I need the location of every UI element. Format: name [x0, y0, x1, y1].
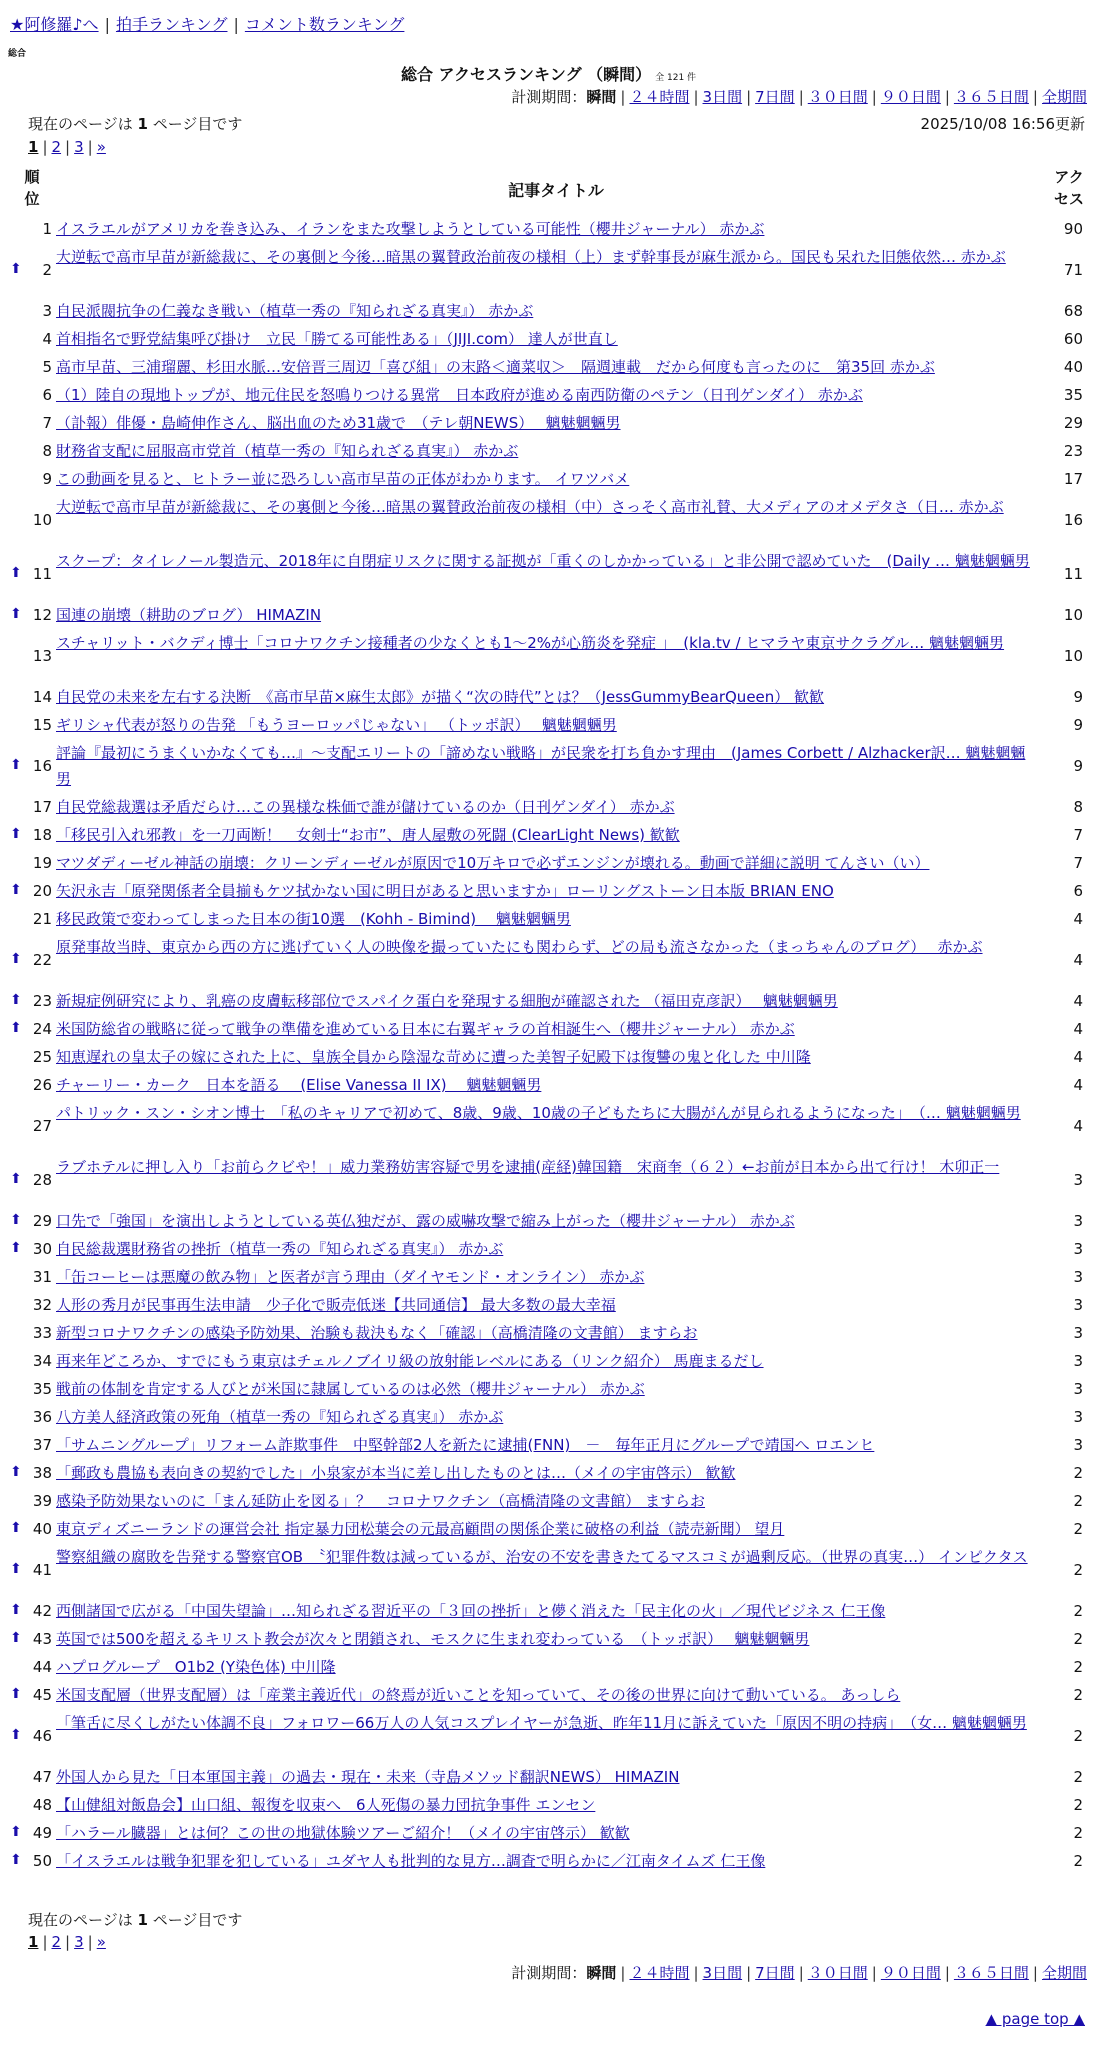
access-count: 3 [1073, 1268, 1083, 1286]
article-title-link[interactable]: 原発事故当時、東京から西の方に逃げていく人の映像を撮っていたにも関わらず、どの局も流さなかった（まっちゃんのブログ） 赤かぶ [56, 938, 983, 956]
rank-number: 11 [32, 565, 52, 583]
ranking-row [0, 906, 1097, 934]
access-count: 3 [1073, 1408, 1083, 1426]
rank-number: 20 [32, 882, 52, 900]
article-title-link[interactable]: 「筆舌に尽くしがたい体調不良」フォロワー66万人の人気コスプレイヤーが急逝、昨年11月に訴えていた「原因不明の持病」 （女… 魑魅魍魎男 [56, 1714, 1027, 1732]
rank-number: 9 [42, 470, 52, 488]
period-link[interactable]: ９０日間 [880, 88, 941, 106]
article-title-link[interactable]: 自民党総裁選は矛盾だらけ…この異様な株価で誰が儲けているのか（日刊ゲンダイ） 赤かぶ [56, 798, 675, 816]
period-link[interactable]: 全期間 [1041, 1964, 1087, 1982]
ranking-row [0, 850, 1097, 878]
access-count: 29 [1063, 414, 1083, 432]
article-title-link[interactable]: 口先で「強国」を演出しようとしている英仏独だが、露の威嚇攻撃で縮み上がった（櫻井ジャーナル） 赤かぶ [56, 1212, 795, 1230]
ranking-row [0, 1320, 1097, 1348]
article-title-link[interactable]: 自民総裁選財務省の挫折（植草一秀の『知られざる真実』） 赤かぶ [56, 1240, 504, 1258]
article-title-link[interactable]: 矢沢永吉「原発関係者全員揃もケツ拭かない国に明日があると思いますか」ローリングストーン日本版 BRIAN ENO [56, 882, 834, 900]
access-count: 2 [1073, 1852, 1083, 1870]
rank-number: 35 [32, 1380, 52, 1398]
rank-number: 37 [32, 1436, 52, 1454]
access-count: 2 [1073, 1824, 1083, 1842]
access-count: 16 [1063, 511, 1083, 529]
access-count: 4 [1073, 992, 1083, 1010]
rank-number: 33 [32, 1324, 52, 1342]
article-title-link[interactable]: 首相指名で野党結集呼び掛け 立民「勝てる可能性ある」（JIJI.com） 達人が世直し [56, 330, 618, 348]
rank-number: 21 [32, 910, 52, 928]
page-info-suffix: ページ目です [152, 115, 243, 133]
access-count: 35 [1063, 386, 1083, 404]
page-top-link[interactable]: ▲ page top ▲ [985, 2010, 1085, 2028]
rank-up-arrow-icon: ⬆ [10, 951, 22, 967]
rank-up-arrow-icon: ⬆ [10, 261, 22, 277]
clap-ranking-link[interactable]: 拍手ランキング [115, 15, 228, 34]
nav-separator: | [233, 15, 239, 34]
page-info-bottom [28, 1909, 242, 1930]
pager-separator: | [65, 1933, 71, 1951]
access-count: 71 [1063, 261, 1083, 279]
article-title-link[interactable]: 警察組織の腐敗を告発する警察官OB 〝犯罪件数は減っているが、治安の不安を書きたてるマスコミが過剰反応。（世界の真実…） インピクタス [56, 1548, 1028, 1566]
ranking-row [0, 1792, 1097, 1820]
period-link[interactable]: 3日間 [702, 1964, 743, 1982]
ranking-row [0, 684, 1097, 712]
article-title-link[interactable]: 外国人から見た「日本軍国主義」の過去・現在・未来（寺島メソッド翻訳NEWS） HIMAZIN [56, 1768, 680, 1786]
rank-up-arrow-icon: ⬆ [10, 1020, 22, 1036]
ranking-row [0, 1820, 1097, 1848]
ranking-row [0, 382, 1097, 410]
page-info-suffix: ページ目です [152, 1911, 243, 1929]
nav-separator: | [104, 15, 110, 34]
period-link[interactable]: ２４時間 [629, 88, 690, 106]
access-count: 4 [1073, 1117, 1083, 1135]
ranking-row [0, 1264, 1097, 1292]
period-current: 瞬間 [586, 1964, 617, 1982]
access-count: 4 [1073, 1020, 1083, 1038]
article-title-link[interactable]: （訃報）俳優・島崎伸作さん、脳出血のため31歳で （テレ朝NEWS） 魑魅魍魎男 [56, 414, 621, 432]
period-separator: | [620, 88, 626, 106]
rank-number: 23 [32, 992, 52, 1010]
period-separator: | [1032, 88, 1038, 106]
rank-number: 39 [32, 1492, 52, 1510]
article-title-link[interactable]: 財務省支配に屈服高市党首（植草一秀の『知られざる真実』） 赤かぶ [56, 442, 519, 460]
rank-number: 31 [32, 1268, 52, 1286]
rank-number: 38 [32, 1464, 52, 1482]
header-rank [20, 166, 44, 210]
article-title-link[interactable]: イスラエルがアメリカを巻き込み、イランをまた攻撃しようとしている可能性（櫻井ジャーナル） 赤かぶ [56, 220, 765, 238]
pager-separator: | [87, 1933, 93, 1951]
article-title-link[interactable]: 「サムニングループ」リフォーム詐欺事件 中堅幹部2人を新たに逮捕(FNN) － 毎年正月にグループで靖国へ ロエンヒ [56, 1436, 875, 1454]
ranking-row [0, 548, 1097, 602]
article-title-link[interactable]: 【山健組対飯島会】山口組、報復を収束へ 6人死傷の暴力団抗争事件 エンセン [56, 1796, 596, 1814]
article-title-link[interactable]: 大逆転で高市早苗が新総裁に、その裏側と今後…暗黒の翼賛政治前夜の様相（中）さっそく高市礼賛、大メディアのオメデタさ（日… 赤かぶ [56, 498, 1004, 516]
pager-separator: | [42, 138, 48, 156]
ranking-row [0, 1236, 1097, 1264]
rank-number: 5 [42, 358, 52, 376]
page-heading [0, 62, 1097, 85]
access-count: 17 [1063, 470, 1083, 488]
ranking-row [0, 934, 1097, 988]
access-count: 3 [1073, 1324, 1083, 1342]
period-separator: | [944, 1964, 950, 1982]
rank-number: 3 [42, 302, 52, 320]
article-title-link[interactable]: 自民派閥抗争の仁義なき戦い（植草一秀の『知られざる真実』） 赤かぶ [56, 302, 534, 320]
ranking-row [0, 1432, 1097, 1460]
access-count: 4 [1073, 910, 1083, 928]
ranking-row [0, 1764, 1097, 1792]
ranking-row [0, 216, 1097, 244]
ranking-row [0, 1072, 1097, 1100]
period-link[interactable]: ９０日間 [880, 1964, 941, 1982]
pager-current: 1 [28, 1933, 39, 1951]
access-count: 4 [1073, 951, 1083, 969]
period-separator: | [798, 88, 804, 106]
article-title-link[interactable]: チャーリー・カーク 日本を語る (Elise Vanessa II IX) 魑魅魍魎男 [56, 1076, 542, 1094]
period-separator: | [1032, 1964, 1038, 1982]
pager-next-link[interactable]: » [96, 138, 106, 156]
ranking-row [0, 326, 1097, 354]
rank-number: 24 [32, 1020, 52, 1038]
ranking-row [0, 1044, 1097, 1072]
ranking-row [0, 438, 1097, 466]
rank-up-arrow-icon: ⬆ [10, 1727, 22, 1743]
article-title-link[interactable]: スチャリット・バクディ博士「コロナワクチン接種者の少なくとも1～2%が心筋炎を発症 」 (kla.tv / ヒマラヤ東京サクラグル… 魑魅魍魎男 [56, 634, 1005, 652]
ranking-row [0, 1682, 1097, 1710]
period-link[interactable]: 全期間 [1041, 88, 1087, 106]
period-separator: | [746, 1964, 752, 1982]
total-count: 全 121 件 [655, 73, 697, 83]
rank-number: 42 [32, 1602, 52, 1620]
pager-separator: | [87, 138, 93, 156]
period-link[interactable]: ３０日間 [807, 1964, 868, 1982]
access-count: 7 [1073, 854, 1083, 872]
rank-number: 49 [32, 1824, 52, 1842]
access-count: 10 [1063, 647, 1083, 665]
period-link[interactable]: ２４時間 [629, 1964, 690, 1982]
comment-ranking-link[interactable]: コメント数ランキング [244, 15, 405, 34]
updated-timestamp: 2025/10/08 16:56更新 [920, 115, 1085, 133]
period-link[interactable]: 3日間 [702, 88, 743, 106]
rank-number: 1 [42, 220, 52, 238]
access-count: 2 [1073, 1630, 1083, 1648]
pager-link[interactable]: 2 [51, 138, 62, 156]
ranking-row [0, 1460, 1097, 1488]
period-link[interactable]: 7日間 [755, 1964, 795, 1982]
ranking-row [0, 494, 1097, 548]
article-title-link[interactable]: 西側諸国で広がる「中国失望論」…知られざる習近平の「３回の挫折」と儚く消えた「民主化の火」／現代ビジネス 仁王像 [56, 1602, 886, 1620]
rank-up-arrow-icon: ⬆ [10, 992, 22, 1008]
ranking-row [0, 354, 1097, 382]
page-info-prefix: 現在のページは [28, 115, 133, 133]
ranking-row [0, 298, 1097, 326]
access-count: 3 [1073, 1296, 1083, 1314]
period-selector-bottom [511, 1962, 1087, 1983]
rank-up-arrow-icon: ⬆ [10, 1686, 22, 1702]
rank-number: 26 [32, 1076, 52, 1094]
ranking-row [0, 1376, 1097, 1404]
period-separator: | [620, 1964, 626, 1982]
rank-number: 13 [32, 647, 52, 665]
article-title-link[interactable]: ギリシャ代表が怒りの告発 「もうヨーロッパじゃない」 （トッポ訳） 魑魅魍魎男 [56, 716, 617, 734]
ranking-row [0, 1626, 1097, 1654]
access-count: 7 [1073, 826, 1083, 844]
period-separator: | [798, 1964, 804, 1982]
pager-link[interactable]: 3 [74, 1933, 84, 1951]
rank-up-arrow-icon: ⬆ [10, 826, 22, 842]
article-title-link[interactable]: 国連の崩壊（耕助のブログ） HIMAZIN [56, 606, 322, 624]
access-count: 8 [1073, 798, 1083, 816]
article-title-link[interactable]: 移民政策で変わってしまった日本の街10選 (Kohh - Bimind) 魑魅魍魎男 [56, 910, 571, 928]
access-count: 2 [1073, 1658, 1083, 1676]
rank-up-arrow-icon: ⬆ [10, 1240, 22, 1256]
header-rank-label: 順位 [24, 168, 40, 208]
access-count: 2 [1073, 1768, 1083, 1786]
pager-bottom [28, 1933, 106, 1951]
article-title-link[interactable]: 米国支配層（世界支配層）は「産業主義近代」の終焉が近いことを知っていて、その後の世界に向けて動いている。 あっしら [56, 1686, 901, 1704]
article-title-link[interactable]: 知恵遅れの皇太子の嫁にされた上に、皇族全員から陰湿な苛めに遭った美智子妃殿下は復讐の鬼と化した 中川隆 [56, 1048, 811, 1066]
article-title-link[interactable]: スクープ：タイレノール製造元、2018年に自閉症リスクに関する証拠が「重くのしかかっている」と非公開で認めていた (Daily … 魑魅魍魎男 [56, 552, 1030, 570]
rank-number: 48 [32, 1796, 52, 1814]
article-title-link[interactable]: 戦前の体制を肯定する人びとが米国に隷属しているのは必然（櫻井ジャーナル） 赤かぶ [56, 1380, 645, 1398]
ranking-row [0, 1488, 1097, 1516]
access-count: 2 [1073, 1602, 1083, 1620]
rank-number: 30 [32, 1240, 52, 1258]
access-count: 23 [1063, 442, 1083, 460]
access-count: 2 [1073, 1727, 1083, 1745]
access-count: 4 [1073, 1048, 1083, 1066]
access-count: 68 [1063, 302, 1083, 320]
period-separator: | [871, 1964, 877, 1982]
rank-number: 10 [32, 511, 52, 529]
rank-number: 7 [42, 414, 52, 432]
access-count: 3 [1073, 1240, 1083, 1258]
page-info-top [28, 113, 242, 134]
article-title-link[interactable]: パトリック・スン・シオン博士 「私のキャリアで初めて、8歳、9歳、10歳の子どもたちに大腸がんが見られるようになった」 （… 魑魅魍魎男 [56, 1104, 1021, 1122]
article-title-link[interactable]: ラブホテルに押し入り「お前らクビや！」威力業務妨害容疑で男を逮捕(産経)韓国籍 宋商奎（６２）←お前が日本から出て行け！ 木卯正一 [56, 1158, 1000, 1176]
access-count: 3 [1073, 1436, 1083, 1454]
rank-number: 50 [32, 1852, 52, 1870]
pager-link[interactable]: 2 [51, 1933, 62, 1951]
rank-number: 17 [32, 798, 52, 816]
article-title-link[interactable]: 八方美人経済政策の死角（植草一秀の『知られざる真実』） 赤かぶ [56, 1408, 504, 1426]
access-count: 90 [1063, 220, 1083, 238]
ranking-row [0, 602, 1097, 630]
article-title-link[interactable]: 「郵政も農協も表向きの契約でした」小泉家が本当に差し出したものとは…（メイの宇宙啓示） 歓歓 [56, 1464, 736, 1482]
ranking-row [0, 1710, 1097, 1764]
rank-up-arrow-icon: ⬆ [10, 565, 22, 581]
period-selector-top [511, 86, 1087, 107]
article-title-link[interactable]: 米国防総省の戦略に従って戦争の準備を進めている日本に右翼ギャラの首相誕生へ（櫻井ジャーナル） 赤かぶ [56, 1020, 795, 1038]
article-title-link[interactable]: この動画を見ると、ヒトラー並に恐ろしい高市早苗の正体がわかります。 イワツバメ [56, 470, 630, 488]
period-separator: | [693, 88, 699, 106]
article-title-link[interactable]: 評論『最初にうまくいかなくても…』～支配エリートの「諦めない戦略」が民衆を打ち負かす理由 (James Corbett / Alzhacker訳… 魑魅魍魎男 [56, 744, 1026, 788]
rank-number: 46 [32, 1727, 52, 1745]
page-info-prefix: 現在のページは [28, 1911, 133, 1929]
access-count: 6 [1073, 882, 1083, 900]
page-info-number: 1 [137, 1911, 148, 1929]
article-title-link[interactable]: 再来年どころか、すでにもう東京はチェルノブイリ級の放射能レベルにある（リンク紹介） 馬鹿まるだし [56, 1352, 764, 1370]
article-title-link[interactable]: （1）陸自の現地トップが、地元住民を怒鳴りつける異常 日本政府が進める南西防衛のペテン（日刊ゲンダイ） 赤かぶ [56, 386, 863, 404]
access-count: 2 [1073, 1686, 1083, 1704]
access-count: 2 [1073, 1492, 1083, 1510]
ranking-row [0, 1654, 1097, 1682]
article-title-link[interactable]: 新規症例研究により、乳癌の皮膚転移部位でスパイク蛋白を発現する細胞が確認された （福田克彦訳） 魑魅魍魎男 [56, 992, 838, 1010]
article-title-link[interactable]: 人形の秀月が民事再生法申請 少子化で販売低迷【共同通信】 最大多数の最大幸福 [56, 1296, 616, 1314]
access-count: 2 [1073, 1796, 1083, 1814]
rank-up-arrow-icon: ⬆ [10, 1561, 22, 1577]
rank-number: 41 [32, 1561, 52, 1579]
rank-up-arrow-icon: ⬆ [10, 1602, 22, 1618]
rank-up-arrow-icon: ⬆ [10, 882, 22, 898]
period-link[interactable]: ３６５日間 [953, 88, 1029, 106]
article-title-link[interactable]: 「ハラール臓器」とは何？この世の地獄体験ツアーご紹介！（メイの宇宙啓示） 歓歓 [56, 1824, 630, 1842]
rank-number: 22 [32, 951, 52, 969]
access-count: 3 [1073, 1380, 1083, 1398]
ranking-row [0, 1154, 1097, 1208]
rank-number: 29 [32, 1212, 52, 1230]
ranking-row [0, 1348, 1097, 1376]
period-link[interactable]: ３６５日間 [953, 1964, 1029, 1982]
rank-number: 34 [32, 1352, 52, 1370]
rank-number: 8 [42, 442, 52, 460]
rank-number: 45 [32, 1686, 52, 1704]
ranking-row [0, 988, 1097, 1016]
period-link[interactable]: ３０日間 [807, 88, 868, 106]
ranking-row [0, 630, 1097, 684]
period-separator: | [746, 88, 752, 106]
top-nav [10, 12, 404, 35]
access-count: 3 [1073, 1171, 1083, 1189]
article-title-link[interactable]: 東京ディズニーランドの運営会社 指定暴力団松葉会の元最高顧問の関係企業に破格の利益（読売新聞） 望月 [56, 1520, 785, 1538]
rank-number: 15 [32, 716, 52, 734]
rank-number: 16 [32, 757, 52, 775]
article-title-link[interactable]: 「イスラエルは戦争犯罪を犯している」ユダヤ人も批判的な見方…調査で明らかに／江南タイムズ 仁王像 [56, 1852, 766, 1870]
rank-number: 32 [32, 1296, 52, 1314]
article-title-link[interactable]: 高市早苗、三浦瑠麗、杉田水脈…安倍晋三周辺「喜び組」の末路＜適菜収＞ 隔週連載 だから何度も言ったのに 第35回 赤かぶ [56, 358, 935, 376]
genre-label: 総合 [8, 49, 27, 59]
access-count: 4 [1073, 1076, 1083, 1094]
rank-up-arrow-icon: ⬆ [10, 1212, 22, 1228]
article-title-link[interactable]: 感染予防効果ないのに「まん延防止を図る」？ コロナワクチン（高橋清隆の文書館） ますらお [56, 1492, 706, 1510]
article-title-link[interactable]: 「缶コーヒーは悪魔の飲み物」と医者が言う理由（ダイヤモンド・オンライン） 赤かぶ [56, 1268, 645, 1286]
period-label: 計測期間： [511, 1964, 587, 1982]
ranking-row [0, 740, 1097, 794]
access-count: 11 [1063, 565, 1083, 583]
access-count: 3 [1073, 1352, 1083, 1370]
ranking-row [0, 878, 1097, 906]
access-count: 9 [1073, 688, 1083, 706]
pager-current: 1 [28, 138, 39, 156]
rank-up-arrow-icon: ⬆ [10, 1520, 22, 1536]
period-link[interactable]: 7日間 [755, 88, 795, 106]
article-title-link[interactable]: 「移民引入れ邪教」を一刀両断！ 女剣士“お市”、唐人屋敷の死闘 (ClearLight News) 歓歓 [56, 826, 680, 844]
access-count: 10 [1063, 606, 1083, 624]
rank-number: 28 [32, 1171, 52, 1189]
pager-next-link[interactable]: » [96, 1933, 106, 1951]
ranking-row [0, 1292, 1097, 1320]
pager-link[interactable]: 3 [74, 138, 84, 156]
ranking-row [0, 1208, 1097, 1236]
ranking-row [0, 410, 1097, 438]
header-count-label: アクセス [1053, 168, 1084, 208]
rank-number: 6 [42, 386, 52, 404]
rank-number: 36 [32, 1408, 52, 1426]
ranking-row [0, 244, 1097, 298]
period-label: 計測期間： [511, 88, 587, 106]
rank-number: 12 [32, 606, 52, 624]
rank-number: 43 [32, 1630, 52, 1648]
ranking-row [0, 1100, 1097, 1154]
header-title: 記事タイトル [508, 181, 604, 200]
article-title-link[interactable]: 自民党の未来を左右する決断 《高市早苗×麻生太郎》が描く“次の時代”とは？（JessGummyBearQueen） 歓歓 [56, 688, 825, 706]
ranking-row [0, 1016, 1097, 1044]
site-home-link[interactable]: ★阿修羅♪へ [10, 15, 99, 34]
ranking-row [0, 1544, 1097, 1598]
period-separator: | [944, 88, 950, 106]
rank-number: 27 [32, 1117, 52, 1135]
access-count: 9 [1073, 757, 1083, 775]
pager-separator: | [65, 138, 71, 156]
article-title-link[interactable]: 大逆転で高市早苗が新総裁に、その裏側と今後…暗黒の翼賛政治前夜の様相（上）まず幹事長が麻生派から。国民も呆れた旧態依然… 赤かぶ [56, 248, 1006, 266]
rank-up-arrow-icon: ⬆ [10, 1852, 22, 1868]
period-separator: | [693, 1964, 699, 1982]
rank-number: 47 [32, 1768, 52, 1786]
article-title-link[interactable]: 英国では500を超えるキリスト教会が次々と閉鎖され、モスクに生まれ変わっている （トッポ訳） 魑魅魍魎男 [56, 1630, 810, 1648]
page-info-number: 1 [137, 115, 148, 133]
ranking-row [0, 1598, 1097, 1626]
access-count: 60 [1063, 330, 1083, 348]
pager-top [28, 138, 106, 156]
pager-separator: | [42, 1933, 48, 1951]
page-title: 総合 アクセスランキング （瞬間） [400, 65, 652, 84]
rank-number: 25 [32, 1048, 52, 1066]
period-separator: | [871, 88, 877, 106]
ranking-row [0, 822, 1097, 850]
rank-number: 44 [32, 1658, 52, 1676]
article-title-link[interactable]: ハプログループ O1b2 (Y染色体) 中川隆 [56, 1658, 336, 1676]
period-current: 瞬間 [586, 88, 617, 106]
ranking-row [0, 794, 1097, 822]
rank-number: 2 [42, 261, 52, 279]
rank-number: 18 [32, 826, 52, 844]
header-access-count [1047, 166, 1091, 210]
ranking-row [0, 712, 1097, 740]
rank-up-arrow-icon: ⬆ [10, 1630, 22, 1646]
ranking-row [0, 1404, 1097, 1432]
article-title-link[interactable]: マツダディーゼル神話の崩壊：クリーンディーゼルが原因で10万キロで必ずエンジンが壊れる。動画で詳細に説明 てんさい（い） [56, 854, 930, 872]
access-count: 40 [1063, 358, 1083, 376]
ranking-row [0, 1516, 1097, 1544]
rank-number: 4 [42, 330, 52, 348]
access-count: 3 [1073, 1212, 1083, 1230]
rank-number: 19 [32, 854, 52, 872]
rank-number: 40 [32, 1520, 52, 1538]
rank-up-arrow-icon: ⬆ [10, 606, 22, 622]
ranking-row [0, 1848, 1097, 1876]
rank-number: 14 [32, 688, 52, 706]
article-title-link[interactable]: 新型コロナワクチンの感染予防効果、治験も裁決もなく「確認」（高橋清隆の文書館） ますらお [56, 1324, 698, 1342]
access-count: 2 [1073, 1561, 1083, 1579]
rank-up-arrow-icon: ⬆ [10, 1464, 22, 1480]
access-count: 2 [1073, 1520, 1083, 1538]
access-count: 2 [1073, 1464, 1083, 1482]
rank-up-arrow-icon: ⬆ [10, 1171, 22, 1187]
rank-up-arrow-icon: ⬆ [10, 1824, 22, 1840]
access-count: 9 [1073, 716, 1083, 734]
ranking-row [0, 466, 1097, 494]
rank-up-arrow-icon: ⬆ [10, 757, 22, 773]
